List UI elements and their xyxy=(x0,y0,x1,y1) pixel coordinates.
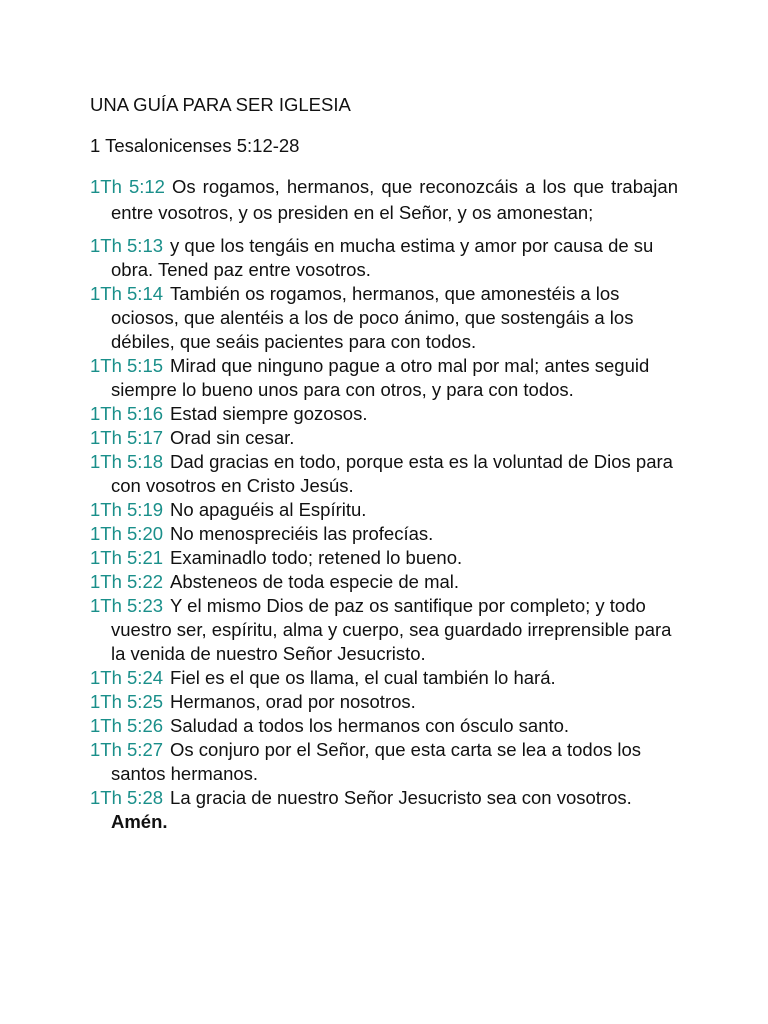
verse-text: Saludad a todos los hermanos con ósculo santo. xyxy=(170,715,570,736)
verse xyxy=(90,282,678,354)
verse xyxy=(90,594,678,666)
verse xyxy=(90,234,678,282)
verse-ref: 1Th 5:20 xyxy=(90,523,164,544)
verse-text: Os rogamos, hermanos, que reconozcáis a los que trabajan entre vosotros, y os presiden en el Señor, y os amonestan; xyxy=(111,176,678,223)
verse xyxy=(90,666,678,690)
verse-ref: 1Th 5:17 xyxy=(90,427,164,448)
verse-text: Absteneos de toda especie de mal. xyxy=(170,571,460,592)
verse-ref: 1Th 5:22 xyxy=(90,571,164,592)
verse-text: Y el mismo Dios de paz os santifique por completo; y todo vuestro ser, espíritu, alma y cuerpo, sea guardado irreprensible para la venida de nuestro Señor Jesucristo. xyxy=(111,595,672,664)
verse xyxy=(90,690,678,714)
verse-text: Orad sin cesar. xyxy=(170,427,295,448)
document-title: UNA GUÍA PARA SER IGLESIA xyxy=(90,94,351,115)
verse xyxy=(90,570,678,594)
verse-list xyxy=(90,174,678,834)
verse-text: Mirad que ninguno pague a otro mal por mal; antes seguid siempre lo bueno unos para con otros, y para con todos. xyxy=(111,355,650,400)
verse-ref: 1Th 5:25 xyxy=(90,691,164,712)
verse xyxy=(90,714,678,738)
verse xyxy=(90,426,678,450)
verse-text: Examinadlo todo; retened lo bueno. xyxy=(170,547,463,568)
verse xyxy=(90,738,678,786)
verse-text: La gracia de nuestro Señor Jesucristo sea con vosotros. xyxy=(170,787,632,808)
scripture-reference: 1 Tesalonicenses 5:12-28 xyxy=(90,135,300,156)
verse xyxy=(90,522,678,546)
verse-text: Fiel es el que os llama, el cual también lo hará. xyxy=(170,667,556,688)
verse-ref: 1Th 5:27 xyxy=(90,739,164,760)
verse-ref: 1Th 5:14 xyxy=(90,283,164,304)
closing-word: Amén. xyxy=(111,811,168,832)
verse-ref: 1Th 5:21 xyxy=(90,547,164,568)
verse-ref: 1Th 5:26 xyxy=(90,715,164,736)
verse-ref: 1Th 5:28 xyxy=(90,787,164,808)
verse-ref: 1Th 5:24 xyxy=(90,667,164,688)
verse-text: Os conjuro por el Señor, que esta carta se lea a todos los santos hermanos. xyxy=(111,739,642,784)
verse-text: Estad siempre gozosos. xyxy=(170,403,368,424)
verse xyxy=(90,498,678,522)
verse-text: También os rogamos, hermanos, que amonestéis a los ociosos, que alentéis a los de poco ánimo, que sostengáis a los débiles, que seáis pacientes para con todos. xyxy=(111,283,634,352)
verse-text: Hermanos, orad por nosotros. xyxy=(170,691,416,712)
verse xyxy=(90,786,678,834)
verse xyxy=(90,546,678,570)
verse-text: No menospreciéis las profecías. xyxy=(170,523,434,544)
verse-ref: 1Th 5:15 xyxy=(90,355,164,376)
verse-ref: 1Th 5:18 xyxy=(90,451,164,472)
verse-text: No apaguéis al Espíritu. xyxy=(170,499,367,520)
verse-ref: 1Th 5:12 xyxy=(90,176,165,197)
verse xyxy=(90,402,678,426)
verse-ref: 1Th 5:13 xyxy=(90,235,164,256)
verse-ref: 1Th 5:19 xyxy=(90,499,164,520)
verse xyxy=(90,354,678,402)
verse xyxy=(90,450,678,498)
verse-ref: 1Th 5:23 xyxy=(90,595,164,616)
verse xyxy=(90,174,678,226)
verse-text: y que los tengáis en mucha estima y amor por causa de su obra. Tened paz entre vosotros. xyxy=(111,235,654,280)
verse-text: Dad gracias en todo, porque esta es la voluntad de Dios para con vosotros en Cristo Jesús. xyxy=(111,451,673,496)
verse-ref: 1Th 5:16 xyxy=(90,403,164,424)
